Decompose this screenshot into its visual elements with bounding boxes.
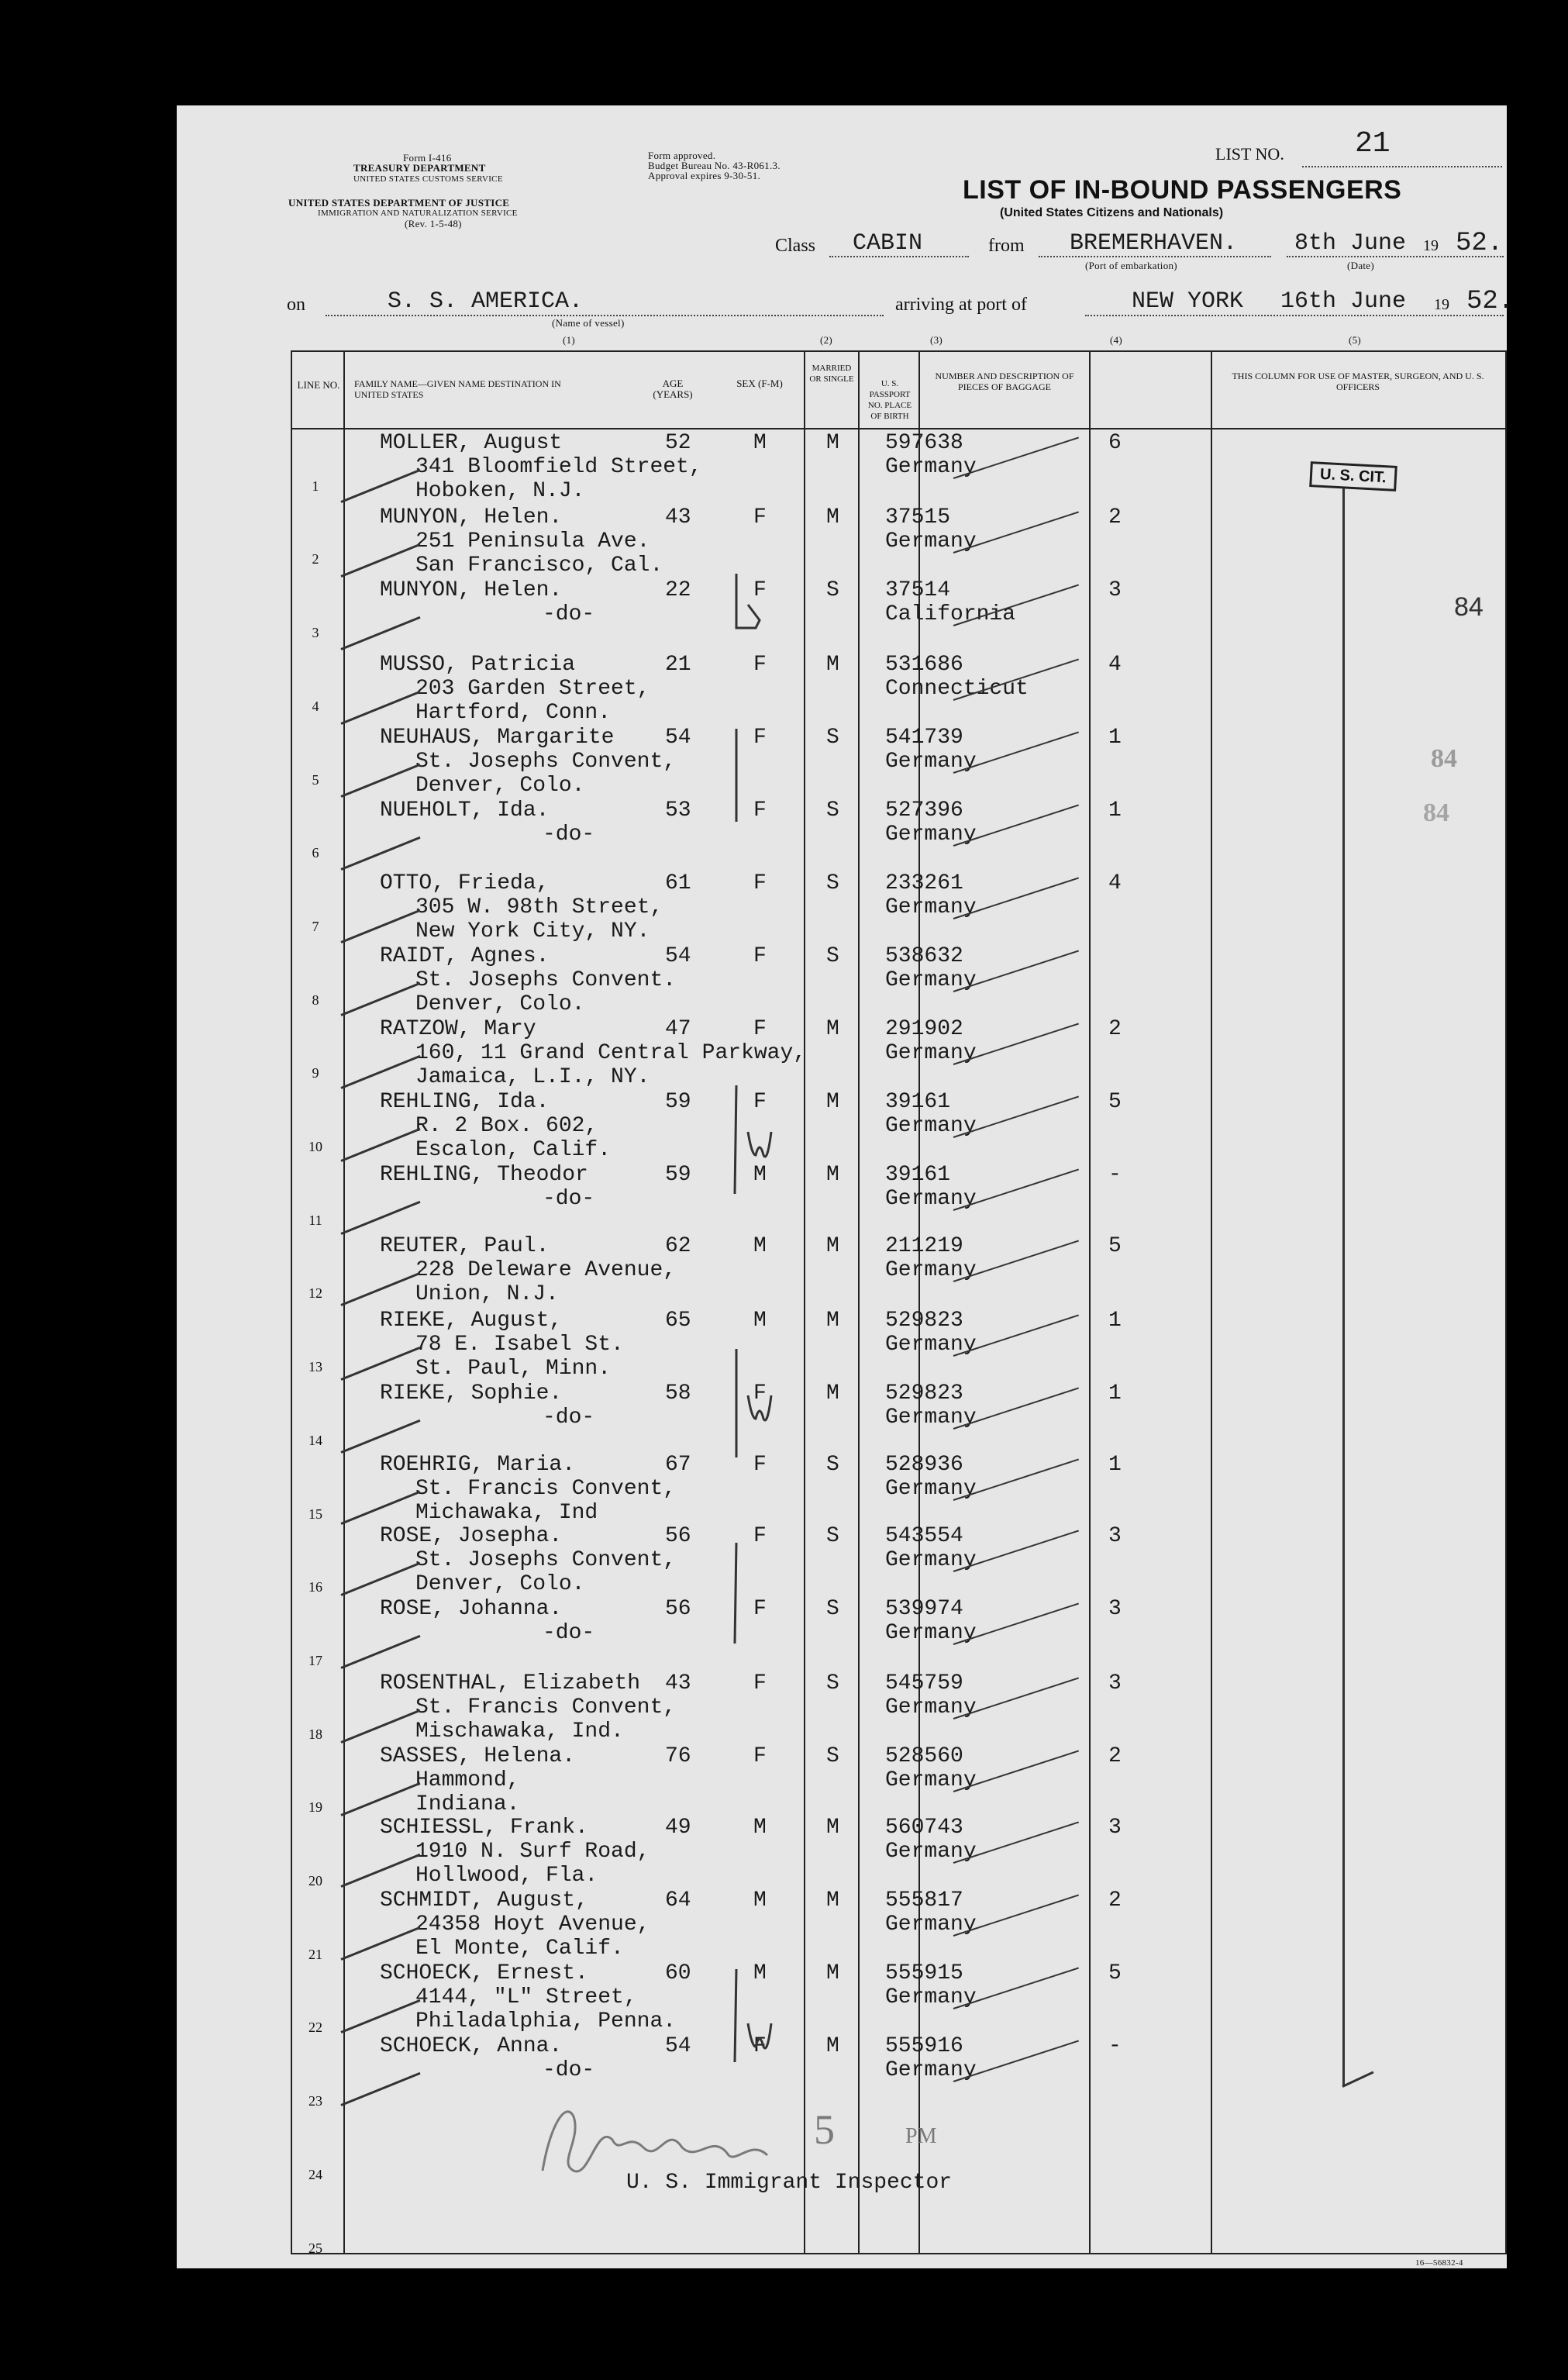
baggage-count: 3 <box>1108 1597 1122 1621</box>
dept-treasury: TREASURY DEPARTMENT <box>353 162 486 174</box>
dept-customs: UNITED STATES CUSTOMS SERVICE <box>353 174 503 184</box>
place-of-birth: California <box>885 602 1016 626</box>
class-value: CABIN <box>853 230 923 257</box>
vessel-name: S. S. AMERICA. <box>388 288 584 315</box>
dept-justice: UNITED STATES DEPARTMENT OF JUSTICE <box>288 197 510 209</box>
passenger-name: ROEHRIG, Maria. <box>380 1453 576 1477</box>
passenger-sex: M <box>753 1888 767 1913</box>
passenger-address: 1910 N. Surf Road, <box>415 1840 650 1864</box>
passport-number: 529823 <box>885 1381 963 1406</box>
baggage-count: 2 <box>1108 1888 1122 1913</box>
passenger-marital-status: M <box>826 1017 839 1041</box>
place-of-birth: Germany <box>885 1041 977 1065</box>
baggage-count: 1 <box>1108 1453 1122 1477</box>
place-of-birth: Germany <box>885 1333 977 1357</box>
passenger-address: -do- <box>543 1187 595 1211</box>
passenger-age: 52 <box>665 431 691 455</box>
passenger-address: Hammond, <box>415 1768 520 1792</box>
date-caption: (Date) <box>1347 260 1374 271</box>
passenger-address: R. 2 Box. 602, <box>415 1114 598 1138</box>
place-of-birth: Germany <box>885 1985 977 2009</box>
passport-number: 538632 <box>885 944 963 968</box>
passenger-marital-status: M <box>826 505 839 529</box>
passenger-sex: F <box>753 726 767 750</box>
passenger-city: Denver, Colo. <box>415 774 585 798</box>
header-officers: THIS COLUMN FOR USE OF MASTER, SURGEON, AND U. S. OFFICERS <box>1232 371 1484 392</box>
passenger-sex: F <box>753 2034 767 2058</box>
passport-number: 541739 <box>885 726 963 750</box>
passenger-address: 160, 11 Grand Central Parkway, <box>415 1041 807 1065</box>
line-number: 4 <box>312 698 319 714</box>
passenger-sex: F <box>753 505 767 529</box>
passenger-marital-status: M <box>826 1961 839 1985</box>
place-of-birth: Germany <box>885 2058 977 2082</box>
passenger-city: Denver, Colo. <box>415 992 585 1016</box>
passport-number: 37515 <box>885 505 951 529</box>
passport-number: 211219 <box>885 1234 963 1258</box>
port-underline <box>1039 256 1271 257</box>
place-of-birth: Germany <box>885 1840 977 1864</box>
passport-number: 545759 <box>885 1671 963 1695</box>
baggage-count: 2 <box>1108 505 1122 529</box>
passenger-address: 305 W. 98th Street, <box>415 895 663 919</box>
passenger-age: 58 <box>665 1381 691 1406</box>
passenger-city: Philadalphia, Penna. <box>415 2009 677 2033</box>
passenger-age: 43 <box>665 505 691 529</box>
passenger-address: -do- <box>543 1621 595 1645</box>
passenger-city: Michawaka, Ind <box>415 1501 598 1525</box>
passenger-name: MOLLER, August <box>380 431 563 455</box>
passenger-address: 24358 Hoyt Avenue, <box>415 1913 650 1937</box>
departure-year: 52. <box>1456 229 1504 258</box>
form-number: Form I-416 <box>403 152 452 164</box>
place-of-birth: Germany <box>885 1406 977 1430</box>
col-num-2: (2) <box>820 334 833 346</box>
passenger-address: 341 Bloomfield Street, <box>415 455 702 479</box>
handwritten-marks <box>721 512 814 1380</box>
col-num-4: (4) <box>1110 334 1123 346</box>
port-caption: (Port of embarkation) <box>1085 260 1177 271</box>
header-line-no: LINE NO. <box>297 379 340 391</box>
passenger-sex: F <box>753 1524 767 1548</box>
passenger-age: 43 <box>665 1671 691 1695</box>
passenger-city: Union, N.J. <box>415 1282 559 1306</box>
passenger-name: ROSE, Josepha. <box>380 1524 563 1548</box>
baggage-count: 5 <box>1108 1961 1122 1985</box>
passenger-age: 62 <box>665 1234 691 1258</box>
header-baggage: NUMBER AND DESCRIPTION OF PIECES OF BAGGAGE <box>935 371 1074 392</box>
approval-line-2: Budget Bureau No. 43-R061.3. <box>648 160 781 171</box>
passenger-city: Hoboken, N.J. <box>415 479 585 503</box>
line-number: 2 <box>312 551 319 567</box>
place-of-birth: Connecticut <box>885 677 1029 701</box>
baggage-count: 1 <box>1108 799 1122 823</box>
line-number: 22 <box>308 2020 322 2036</box>
header-name: FAMILY NAME—GIVEN NAME DESTINATION IN UNITED STATES <box>354 378 561 400</box>
place-of-birth: Germany <box>885 1913 977 1937</box>
line-number: 21 <box>308 1946 322 1962</box>
passport-number: 39161 <box>885 1090 951 1114</box>
passenger-marital-status: S <box>826 726 839 750</box>
passenger-sex: M <box>753 1163 767 1187</box>
passenger-city: El Monte, Calif. <box>415 1937 624 1961</box>
passenger-age: 54 <box>665 2034 691 2058</box>
passenger-marital-status: S <box>826 799 839 823</box>
header-sex: SEX (F-M) <box>736 378 783 389</box>
signature-time: 5 <box>814 2106 835 2153</box>
passenger-sex: M <box>753 1816 767 1840</box>
passenger-name: RIEKE, Sophie. <box>380 1381 563 1406</box>
baggage-count: 1 <box>1108 1309 1122 1333</box>
passport-number: 531686 <box>885 653 963 677</box>
passenger-address: -do- <box>543 602 595 626</box>
passenger-name: RIEKE, August, <box>380 1309 563 1333</box>
passenger-marital-status: S <box>826 1524 839 1548</box>
passenger-city: Escalon, Calif. <box>415 1138 612 1162</box>
line-number: 25 <box>308 2240 322 2256</box>
passenger-marital-status: M <box>826 1381 839 1406</box>
place-of-birth: Germany <box>885 1258 977 1282</box>
line-number: 17 <box>308 1652 322 1668</box>
arrival-year: 52. <box>1466 287 1515 316</box>
passenger-city: St. Paul, Minn. <box>415 1357 612 1381</box>
list-no-label: LIST NO. <box>1215 144 1284 164</box>
baggage-count: 5 <box>1108 1234 1122 1258</box>
passport-number: 528560 <box>885 1744 963 1768</box>
passenger-sex: M <box>753 431 767 455</box>
passenger-sex: F <box>753 1453 767 1477</box>
passenger-address: St. Josephs Convent, <box>415 750 677 774</box>
passenger-sex: F <box>753 653 767 677</box>
passenger-marital-status: M <box>826 1234 839 1258</box>
place-of-birth: Germany <box>885 1548 977 1572</box>
passenger-marital-status: M <box>826 431 839 455</box>
line-number: 12 <box>308 1285 322 1302</box>
vessel-underline <box>326 315 884 316</box>
approval-line-1: Form approved. <box>648 150 716 161</box>
us-citizen-stamp: U. S. CIT. <box>1309 461 1397 492</box>
baggage-count: 1 <box>1108 1381 1122 1406</box>
passenger-name: SCHMIDT, August, <box>380 1888 588 1913</box>
place-of-birth: Germany <box>885 1187 977 1211</box>
footer-code: 16—56832-4 <box>1415 2258 1463 2268</box>
col-num-1: (1) <box>563 334 576 346</box>
inspector-title: U. S. Immigrant Inspector <box>626 2171 953 2195</box>
class-label: Class <box>775 236 816 256</box>
passenger-age: 65 <box>665 1309 691 1333</box>
from-label: from <box>988 236 1025 256</box>
baggage-count: - <box>1108 1163 1122 1187</box>
passenger-sex: F <box>753 1744 767 1768</box>
line-number: 5 <box>312 771 319 788</box>
departure-date: 8th June <box>1294 230 1407 257</box>
passenger-name: REHLING, Theodor <box>380 1163 588 1187</box>
passenger-marital-status: S <box>826 1744 839 1768</box>
passenger-name: SCHIESSL, Frank. <box>380 1816 588 1840</box>
passenger-marital-status: S <box>826 578 839 602</box>
line-number: 18 <box>308 1726 322 1742</box>
place-of-birth: Germany <box>885 1621 977 1645</box>
passenger-address: -do- <box>543 823 595 847</box>
passenger-address: 4144, "L" Street, <box>415 1985 637 2009</box>
passenger-marital-status: M <box>826 2034 839 2058</box>
passport-number: 39161 <box>885 1163 951 1187</box>
passenger-name: SCHOECK, Ernest. <box>380 1961 588 1985</box>
passenger-marital-status: M <box>826 1090 839 1114</box>
passenger-name: NEUHAUS, Margarite <box>380 726 615 750</box>
passenger-city: Denver, Colo. <box>415 1572 585 1596</box>
passenger-name: OTTO, Frieda, <box>380 871 550 895</box>
passenger-name: RATZOW, Mary <box>380 1017 536 1041</box>
passenger-name: MUNYON, Helen. <box>380 505 563 529</box>
passenger-name: SCHOECK, Anna. <box>380 2034 563 2058</box>
baggage-count: 3 <box>1108 578 1122 602</box>
signature-pm: PM <box>905 2124 937 2148</box>
passenger-age: 49 <box>665 1816 691 1840</box>
line-number: 9 <box>312 1065 319 1081</box>
passenger-age: 64 <box>665 1888 691 1913</box>
passenger-sex: M <box>753 1234 767 1258</box>
arrival-underline <box>1085 315 1504 316</box>
passenger-sex: F <box>753 799 767 823</box>
passenger-address: -do- <box>543 1406 595 1430</box>
place-of-birth: Germany <box>885 1768 977 1792</box>
passenger-name: ROSENTHAL, Elizabeth <box>380 1671 641 1695</box>
arrival-port: NEW YORK <box>1132 288 1244 315</box>
class-underline <box>829 256 969 257</box>
place-of-birth: Germany <box>885 968 977 992</box>
passenger-marital-status: M <box>826 653 839 677</box>
place-of-birth: Germany <box>885 895 977 919</box>
passenger-name: ROSE, Johanna. <box>380 1597 563 1621</box>
line-number: 11 <box>308 1212 322 1228</box>
baggage-count: 1 <box>1108 726 1122 750</box>
list-no-value: 21 <box>1355 127 1391 160</box>
passenger-address: 228 Deleware Avenue, <box>415 1258 677 1282</box>
passenger-address: 78 E. Isabel St. <box>415 1333 624 1357</box>
list-no-underline <box>1302 166 1502 167</box>
passenger-marital-status: S <box>826 944 839 968</box>
passenger-city: Indiana. <box>415 1792 520 1816</box>
baggage-count: 6 <box>1108 431 1122 455</box>
baggage-count: 5 <box>1108 1090 1122 1114</box>
passenger-sex: F <box>753 1017 767 1041</box>
line-number: 13 <box>308 1359 322 1375</box>
passport-number: 543554 <box>885 1524 963 1548</box>
line-number: 23 <box>308 2093 322 2109</box>
arriving-label: arriving at port of <box>895 295 1027 315</box>
line-number: 1 <box>312 478 319 494</box>
passenger-age: 22 <box>665 578 691 602</box>
passenger-marital-status: M <box>826 1888 839 1913</box>
passenger-city: Jamaica, L.I., NY. <box>415 1065 650 1089</box>
passenger-sex: F <box>753 944 767 968</box>
place-of-birth: Germany <box>885 1695 977 1719</box>
passport-number: 555915 <box>885 1961 963 1985</box>
passenger-address: St. Francis Convent, <box>415 1477 677 1501</box>
passenger-age: 47 <box>665 1017 691 1041</box>
passenger-age: 60 <box>665 1961 691 1985</box>
place-of-birth: Germany <box>885 750 977 774</box>
passenger-city: San Francisco, Cal. <box>415 554 663 578</box>
baggage-count: - <box>1108 2034 1122 2058</box>
passenger-name: REUTER, Paul. <box>380 1234 550 1258</box>
passenger-age: 56 <box>665 1524 691 1548</box>
col-num-5: (5) <box>1349 334 1362 346</box>
line-number: 6 <box>312 845 319 861</box>
passenger-marital-status: S <box>826 1671 839 1695</box>
baggage-count: 3 <box>1108 1524 1122 1548</box>
passport-number: 555916 <box>885 2034 963 2058</box>
officer-bracket-line <box>1342 488 1345 2085</box>
line-number: 19 <box>308 1799 322 1816</box>
passenger-sex: F <box>753 1597 767 1621</box>
passport-number: 597638 <box>885 431 963 455</box>
passenger-age: 56 <box>665 1597 691 1621</box>
passenger-name: MUNYON, Helen. <box>380 578 563 602</box>
passport-number: 528936 <box>885 1453 963 1477</box>
passport-number: 527396 <box>885 799 963 823</box>
line-number: 24 <box>308 2166 322 2182</box>
passport-number: 233261 <box>885 871 963 895</box>
line-number: 3 <box>312 625 319 641</box>
header-age: AGE (YEARS) <box>653 378 693 400</box>
passenger-sex: F <box>753 1671 767 1695</box>
page-subtitle: (United States Citizens and Nationals) <box>1000 206 1224 219</box>
passport-number: 291902 <box>885 1017 963 1041</box>
passport-number: 539974 <box>885 1597 963 1621</box>
passenger-age: 21 <box>665 653 691 677</box>
passenger-marital-status: M <box>826 1816 839 1840</box>
passenger-name: SASSES, Helena. <box>380 1744 576 1768</box>
passenger-address: 203 Garden Street, <box>415 677 650 701</box>
passport-number: 555817 <box>885 1888 963 1913</box>
passenger-age: 59 <box>665 1090 691 1114</box>
passenger-city: Hollwood, Fla. <box>415 1864 598 1888</box>
passenger-name: MUSSO, Patricia <box>380 653 576 677</box>
arrival-year-prefix: 19 <box>1434 296 1449 313</box>
passport-number: 560743 <box>885 1816 963 1840</box>
passport-number: 529823 <box>885 1309 963 1333</box>
header-passport: U. S. PASSPORT NO. PLACE OF BIRTH <box>867 379 912 421</box>
line-number: 7 <box>312 918 319 934</box>
baggage-count: 3 <box>1108 1816 1122 1840</box>
passenger-address: 251 Peninsula Ave. <box>415 529 650 554</box>
passenger-age: 53 <box>665 799 691 823</box>
line-number: 14 <box>308 1432 322 1448</box>
passenger-address: St. Josephs Convent. <box>415 968 677 992</box>
passenger-sex: M <box>753 1309 767 1333</box>
passenger-sex: F <box>753 871 767 895</box>
date-underline <box>1287 256 1504 257</box>
year-prefix: 19 <box>1423 237 1439 254</box>
vessel-caption: (Name of vessel) <box>552 317 625 329</box>
passenger-age: 67 <box>665 1453 691 1477</box>
margin-note: 84 <box>1454 592 1484 622</box>
baggage-count: 4 <box>1108 653 1122 677</box>
passenger-age: 59 <box>665 1163 691 1187</box>
form-revision: (Rev. 1-5-48) <box>405 218 462 229</box>
passenger-sex: F <box>753 1381 767 1406</box>
baggage-count: 2 <box>1108 1744 1122 1768</box>
passenger-address: St. Francis Convent, <box>415 1695 677 1719</box>
handwritten-marks-lower <box>721 1349 814 2093</box>
place-of-birth: Germany <box>885 529 977 554</box>
passenger-marital-status: M <box>826 1309 839 1333</box>
passenger-sex: M <box>753 1961 767 1985</box>
arrival-date: 16th June <box>1280 288 1407 315</box>
passenger-marital-status: M <box>826 1163 839 1187</box>
passenger-sex: F <box>753 1090 767 1114</box>
baggage-count: 4 <box>1108 871 1122 895</box>
page-title: LIST OF IN-BOUND PASSENGERS <box>963 175 1402 205</box>
passenger-marital-status: S <box>826 1597 839 1621</box>
faint-note-2: 84 <box>1423 799 1449 827</box>
baggage-count: 2 <box>1108 1017 1122 1041</box>
passport-number: 37514 <box>885 578 951 602</box>
passenger-address: -do- <box>543 2058 595 2082</box>
port-of-embarkation: BREMERHAVEN. <box>1070 230 1238 257</box>
passenger-name: NUEHOLT, Ida. <box>380 799 550 823</box>
baggage-count: 3 <box>1108 1671 1122 1695</box>
passenger-address: St. Josephs Convent, <box>415 1548 677 1572</box>
line-number: 20 <box>308 1873 322 1888</box>
passenger-age: 54 <box>665 944 691 968</box>
passenger-city: Hartford, Conn. <box>415 701 612 725</box>
passenger-city: New York City, NY. <box>415 919 650 943</box>
line-number: 8 <box>312 992 319 1008</box>
passenger-age: 76 <box>665 1744 691 1768</box>
passenger-marital-status: S <box>826 1453 839 1477</box>
line-number: 10 <box>308 1139 322 1154</box>
passenger-age: 54 <box>665 726 691 750</box>
on-label: on <box>287 295 305 315</box>
line-number: 16 <box>308 1579 322 1595</box>
faint-note-1: 84 <box>1431 744 1457 773</box>
header-married: MARRIED OR SINGLE <box>809 364 854 384</box>
place-of-birth: Germany <box>885 455 977 479</box>
approval-line-3: Approval expires 9-30-51. <box>648 170 761 181</box>
passenger-marital-status: S <box>826 871 839 895</box>
passenger-city: Mischawaka, Ind. <box>415 1719 624 1744</box>
place-of-birth: Germany <box>885 1114 977 1138</box>
line-number: 15 <box>308 1506 322 1522</box>
passenger-name: REHLING, Ida. <box>380 1090 550 1114</box>
place-of-birth: Germany <box>885 1477 977 1501</box>
place-of-birth: Germany <box>885 823 977 847</box>
dept-ins: IMMIGRATION AND NATURALIZATION SERVICE <box>318 209 518 218</box>
passenger-name: RAIDT, Agnes. <box>380 944 550 968</box>
passenger-age: 61 <box>665 871 691 895</box>
col-num-3: (3) <box>930 334 943 346</box>
passenger-sex: F <box>753 578 767 602</box>
